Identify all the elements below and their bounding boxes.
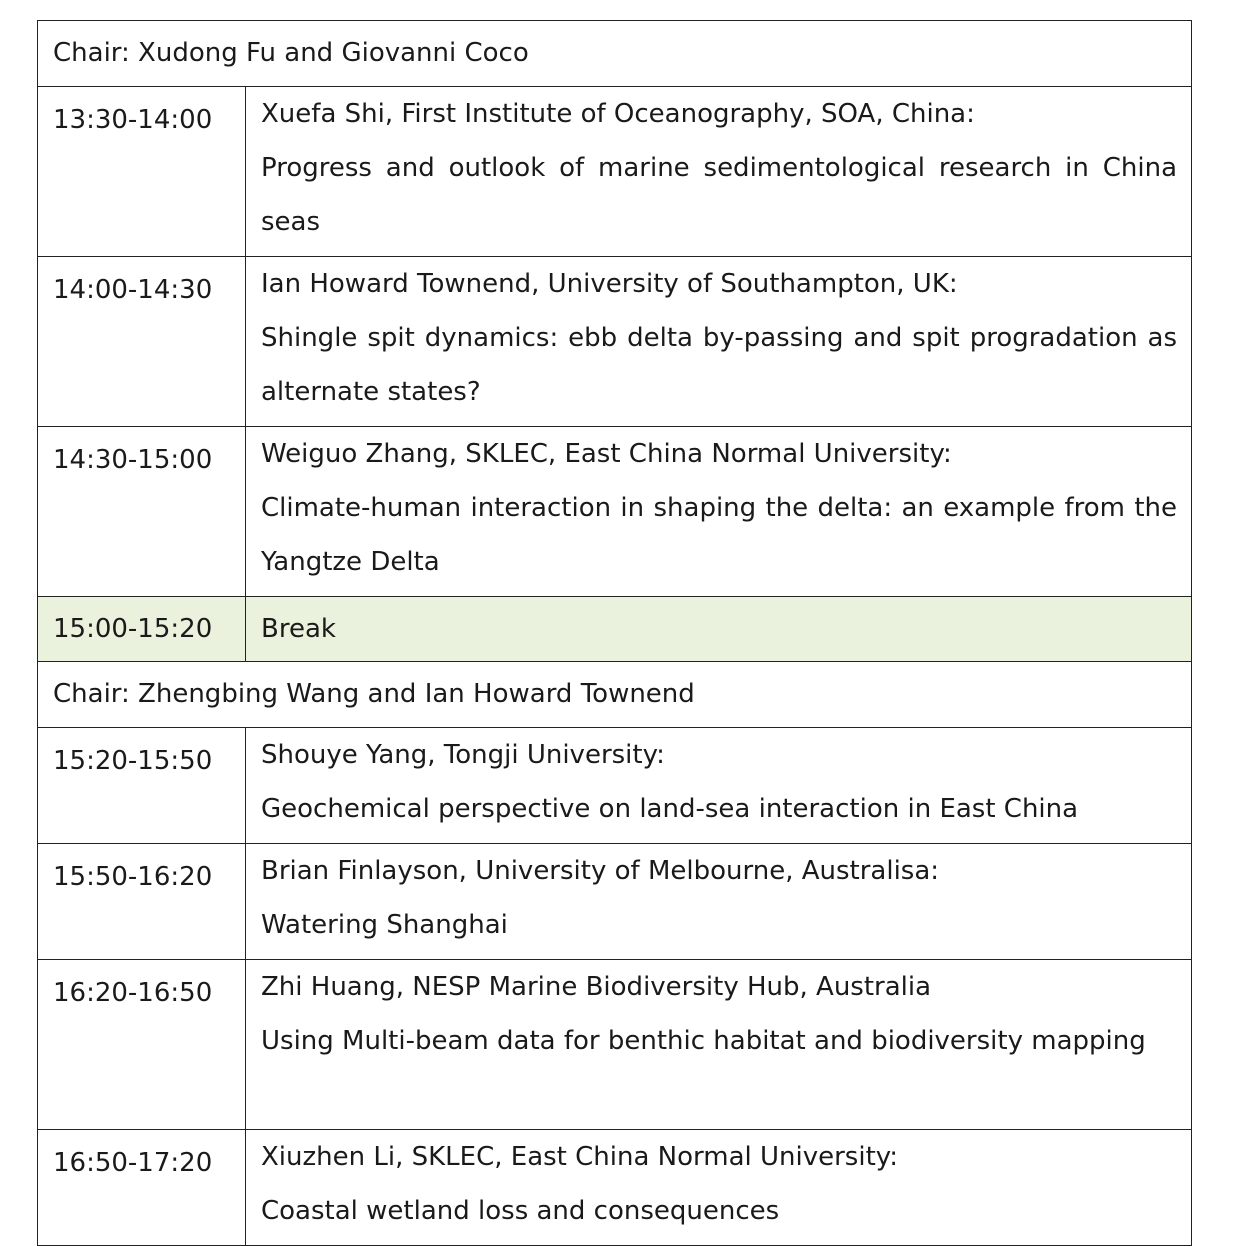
talk-title: Geochemical perspective on land-sea interaction in East China [261,794,1079,824]
session-chair: Chair: Zhengbing Wang and Ian Howard Townend [38,662,1192,728]
talk-time: 16:20-16:50 [38,960,246,1130]
session-chair-row [38,21,1192,87]
talk-cell [246,844,1192,960]
talk-cell [246,427,1192,597]
talk-time: 14:30-15:00 [38,427,246,597]
talk-title: Coastal wetland loss and consequences [261,1196,780,1226]
table-row [38,960,1192,1130]
table-row [38,87,1192,257]
talk-time: 13:30-14:00 [38,87,246,257]
talk-title: Using Multi-beam data for benthic habitat and biodiversity mapping [261,1026,1146,1056]
talk-title: Watering Shanghai [261,910,508,940]
talk-time: 16:50-17:20 [38,1130,246,1246]
talk-time: 15:50-16:20 [38,844,246,960]
talk-speaker: Xuefa Shi, First Institute of Oceanography, SOA, China: [261,99,975,129]
talk-cell [246,960,1192,1130]
table-row [38,427,1192,597]
schedule-table [37,20,1192,1246]
talk-speaker: Zhi Huang, NESP Marine Biodiversity Hub, Australia [261,972,932,1002]
session-chair: Chair: Xudong Fu and Giovanni Coco [38,21,1192,87]
table-row [38,1130,1192,1246]
session-chair-row [38,662,1192,728]
talk-speaker: Xiuzhen Li, SKLEC, East China Normal University: [261,1142,899,1172]
talk-speaker: Brian Finlayson, University of Melbourne, Australisa: [261,856,940,886]
talk-cell [246,1130,1192,1246]
break-row [38,597,1192,662]
break-label: Break [246,597,1192,662]
table-row [38,844,1192,960]
table-row [38,257,1192,427]
talk-time: 14:00-14:30 [38,257,246,427]
talk-cell [246,87,1192,257]
talk-speaker: Shouye Yang, Tongji University: [261,740,665,770]
talk-time: 15:20-15:50 [38,728,246,844]
break-time: 15:00-15:20 [38,597,246,662]
table-row [38,728,1192,844]
talk-title: Shingle spit dynamics: ebb delta by-passing and spit progradation as alternate states? [261,323,1178,407]
talk-title: Progress and outlook of marine sedimentological research in China seas [261,153,1178,237]
talk-cell [246,257,1192,427]
talk-cell [246,728,1192,844]
talk-speaker: Ian Howard Townend, University of Southampton, UK: [261,269,958,299]
talk-speaker: Weiguo Zhang, SKLEC, East China Normal University: [261,439,952,469]
talk-title: Climate-human interaction in shaping the delta: an example from the Yangtze Delta [261,493,1178,577]
